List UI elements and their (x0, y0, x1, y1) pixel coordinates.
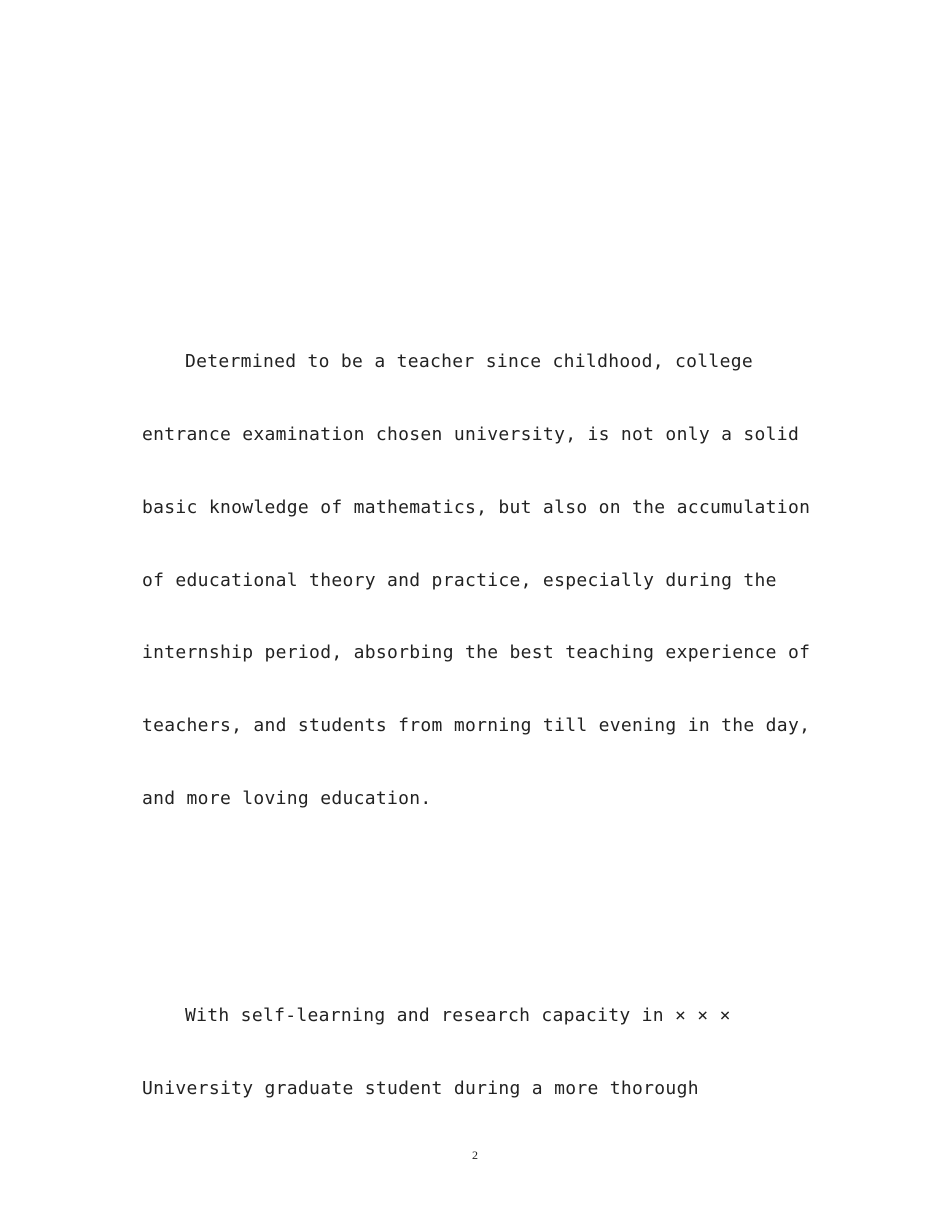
paragraph-1-line-3: basic knowledge of mathematics, but also on the accumulation (142, 497, 811, 518)
paragraph-1-line-6: teachers, and students from morning till evening in the day, (142, 715, 811, 736)
paragraph-2-line-1: With self-learning and research capacity in × × × (185, 1005, 731, 1026)
paragraph-1-line-7: and more loving education. (142, 788, 432, 809)
paragraph-2-line-2: University graduate student during a more thorough (142, 1078, 699, 1099)
paragraph-1-line-2: entrance examination chosen university, is not only a solid (142, 424, 800, 445)
paragraph-1-line-5: internship period, absorbing the best teaching experience of (142, 642, 811, 663)
paragraph-1-line-1: Determined to be a teacher since childhood, college (185, 351, 753, 372)
page-number: 2 (472, 1148, 478, 1162)
paragraph-1-line-4: of educational theory and practice, especially during the (142, 570, 777, 591)
